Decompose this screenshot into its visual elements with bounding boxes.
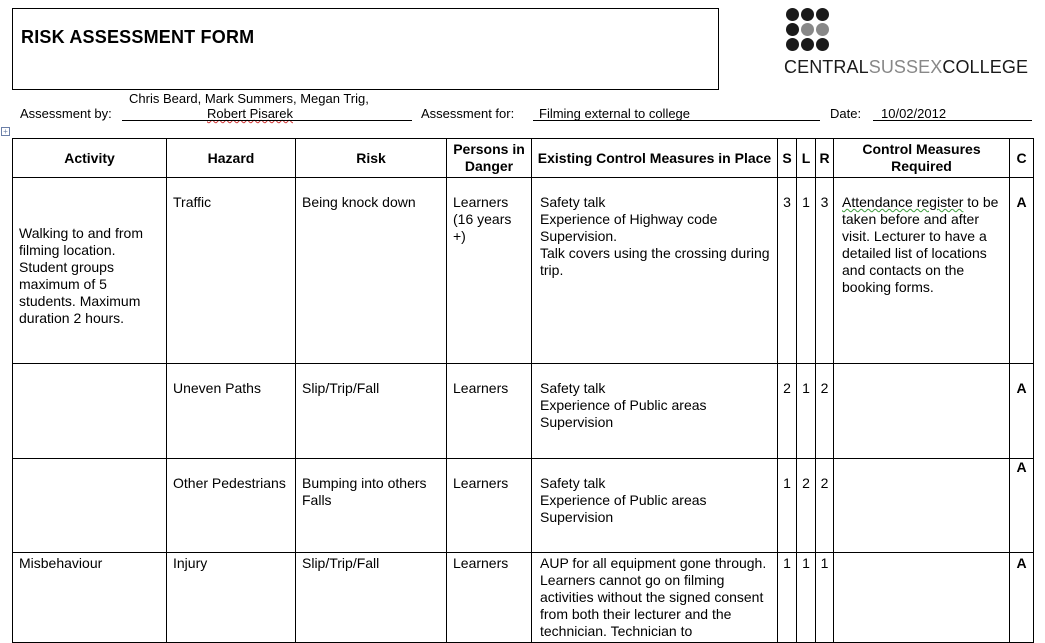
- existing-measures-cell: Safety talk Experience of Public areas Supervision: [532, 364, 778, 459]
- existing-measures-cell: AUP for all equipment gone through. Learners cannot go on filming activities without the signed consent from both their lecturer and the technician. Technician to: [532, 553, 778, 643]
- header-activity: Activity: [13, 139, 167, 178]
- likelihood-cell: 1: [797, 178, 816, 364]
- risk-rating-cell: 1: [816, 553, 834, 643]
- risk-cell: Bumping into others Falls: [296, 459, 447, 553]
- assessed-by-names-line1: Chris Beard, Mark Summers, Megan Trig,: [129, 91, 369, 106]
- date-underline: [873, 120, 1032, 121]
- existing-measures-cell: Safety talk Experience of Public areas Supervision: [532, 459, 778, 553]
- table-row: [13, 178, 1034, 364]
- category-cell: A: [1010, 553, 1034, 643]
- persons-cell: Learners: [447, 553, 532, 643]
- header-severity: S: [778, 139, 797, 178]
- activity-cell: Walking to and from filming location. Student groups maximum of 5 students. Maximum duration 2 hours.: [13, 178, 167, 364]
- existing-measures-cell: Safety talk Experience of Highway code Supervision. Talk covers using the crossing during trip.: [532, 178, 778, 364]
- persons-cell: Learners: [447, 364, 532, 459]
- assessed-by-label: Assessment by:: [20, 106, 112, 121]
- header-risk: Risk: [296, 139, 447, 178]
- header-control-measures-required: Control Measures Required: [834, 139, 1010, 178]
- severity-cell: 1: [778, 459, 797, 553]
- assessed-by-underline: [122, 120, 412, 121]
- header-category: C: [1010, 139, 1034, 178]
- hazard-cell: Uneven Paths: [167, 364, 296, 459]
- severity-cell: 3: [778, 178, 797, 364]
- header-likelihood: L: [797, 139, 816, 178]
- form-title: RISK ASSESSMENT FORM: [21, 27, 255, 47]
- logo-dots-icon: [784, 8, 830, 54]
- required-measures-cell: [834, 553, 1010, 643]
- hazard-cell: Injury: [167, 553, 296, 643]
- activity-cell: [13, 459, 167, 553]
- likelihood-cell: 1: [797, 364, 816, 459]
- table-row: [13, 459, 1034, 553]
- header-existing-control-measures: Existing Control Measures in Place: [532, 139, 778, 178]
- required-measures-cell: [834, 459, 1010, 553]
- header-risk-rating: R: [816, 139, 834, 178]
- required-measures-cell: Attendance register to be taken before and after visit. Lecturer to have a detailed list of locations and contacts on the booking forms.: [834, 178, 1010, 364]
- logo-wordmark: CENTRALSUSSEXCOLLEGE: [784, 57, 1029, 77]
- severity-cell: 1: [778, 553, 797, 643]
- likelihood-cell: 2: [797, 459, 816, 553]
- risk-cell: Slip/Trip/Fall: [296, 553, 447, 643]
- assessment-for-label: Assessment for:: [421, 106, 515, 121]
- category-cell: A: [1010, 364, 1034, 459]
- category-cell: A: [1010, 178, 1034, 364]
- assessed-by-names-line2: Robert Pisarek: [207, 106, 293, 121]
- risk-table: [12, 138, 1034, 643]
- table-row: [13, 364, 1034, 459]
- risk-cell: Slip/Trip/Fall: [296, 364, 447, 459]
- severity-cell: 2: [778, 364, 797, 459]
- hazard-cell: Other Pedestrians: [167, 459, 296, 553]
- risk-rating-cell: 2: [816, 459, 834, 553]
- persons-cell: Learners (16 years +): [447, 178, 532, 364]
- required-measures-cell: [834, 364, 1010, 459]
- college-logo: [784, 8, 1040, 80]
- risk-rating-cell: 2: [816, 364, 834, 459]
- likelihood-cell: 1: [797, 553, 816, 643]
- header-hazard: Hazard: [167, 139, 296, 178]
- assessment-for-underline: [533, 120, 820, 121]
- table-move-handle-icon[interactable]: +: [1, 127, 10, 136]
- table-header-row: [13, 139, 1034, 178]
- category-cell: A: [1010, 459, 1034, 553]
- table-row: [13, 553, 1034, 643]
- hazard-cell: Traffic: [167, 178, 296, 364]
- header-persons-in-danger: Persons in Danger: [447, 139, 532, 178]
- activity-cell: Misbehaviour: [13, 553, 167, 643]
- activity-cell: [13, 364, 167, 459]
- persons-cell: Learners: [447, 459, 532, 553]
- form-title-box: [12, 8, 719, 90]
- date-value: 10/02/2012: [881, 106, 947, 121]
- risk-cell: Being knock down: [296, 178, 447, 364]
- assessment-for-value: Filming external to college: [539, 106, 691, 121]
- date-label: Date:: [830, 106, 862, 121]
- risk-rating-cell: 3: [816, 178, 834, 364]
